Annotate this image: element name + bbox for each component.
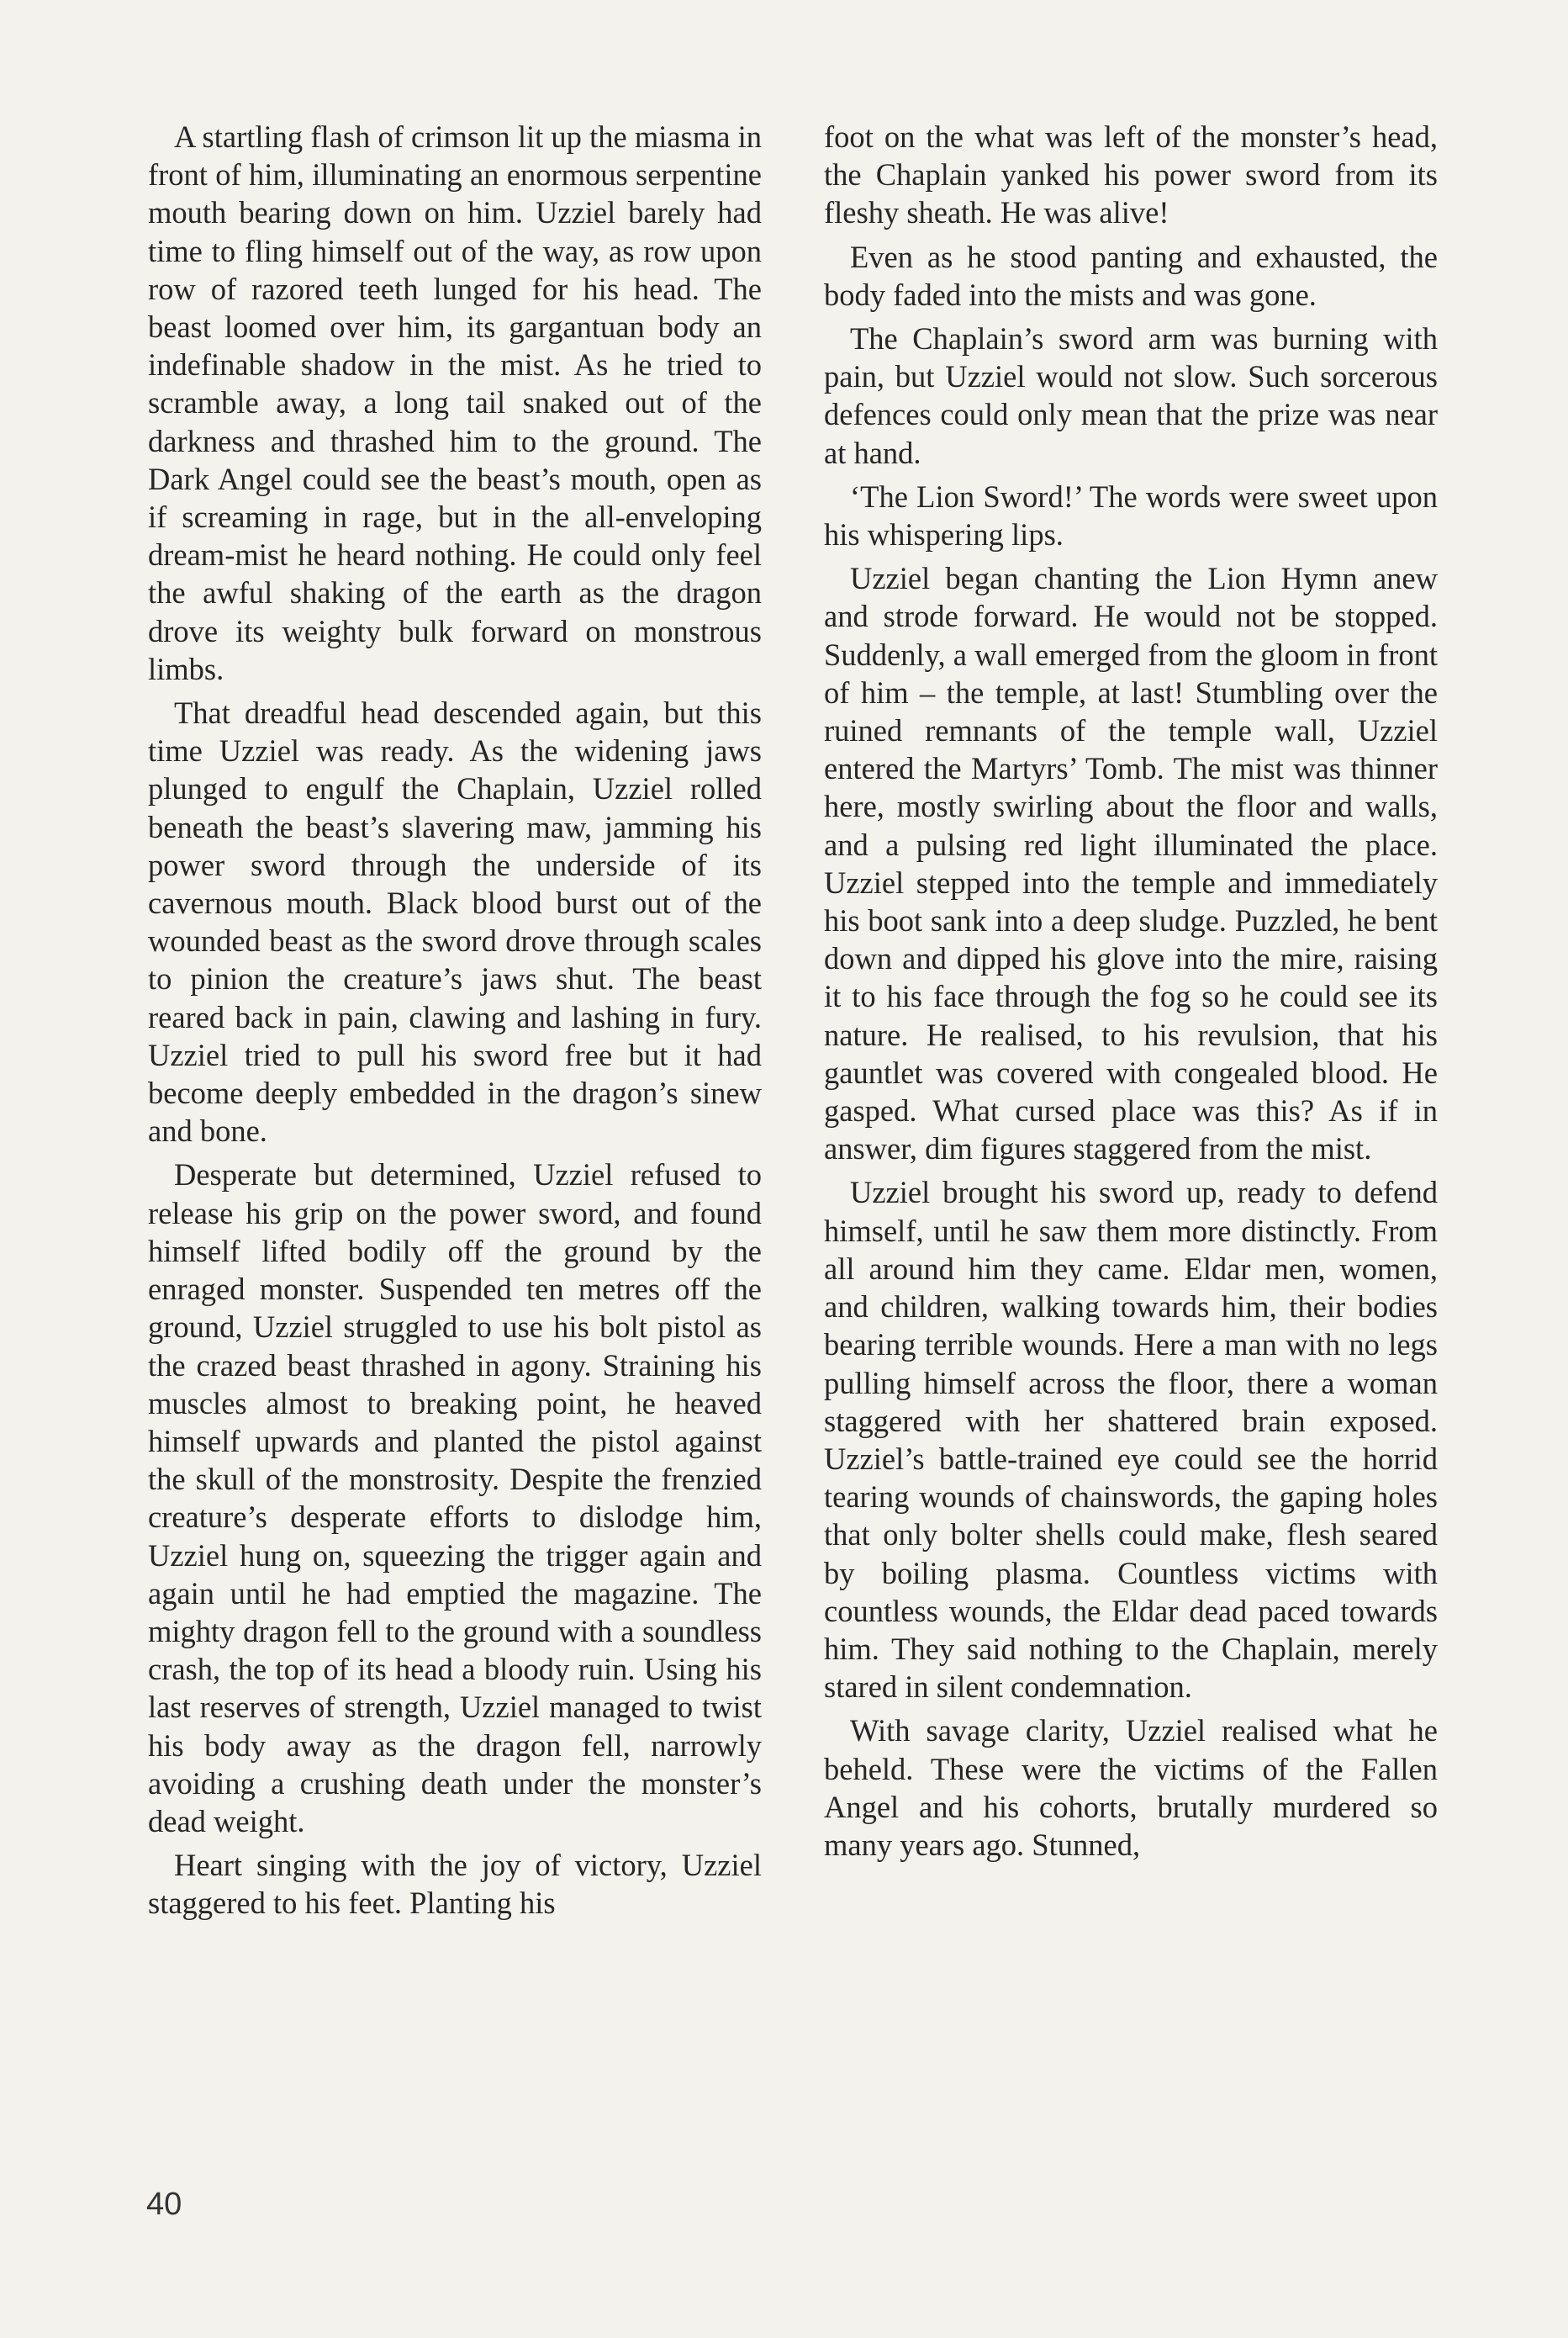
paragraph: Even as he stood panting and exhausted, the body faded into the mists and was gone. — [824, 239, 1438, 312]
paragraph: Desperate but determined, Uzziel refused to release his grip on the power sword, and found himself lifted bodily off the ground by the enraged monster. Suspended ten metres off the ground, Uzziel struggled to use his bolt pistol as the crazed beast thrashed in agony. Straining his muscles almost to breaking point, he heaved himself upwards and planted the pistol against the skull of the monstrosity. Despite the frenzied creature’s desperate efforts to dislodge him, Uzziel hung on, squeezing the trigger again and again until he had emptied the magazine. The mighty dragon fell to the ground with a soundless crash, the top of its head a bloody ruin. Using his last reserves of strength, Uzziel managed to twist his body away as the dragon fell, narrowly avoiding a crushing death under the monster’s dead weight. — [148, 1157, 762, 1838]
paragraph: Heart singing with the joy of victory, Uzziel staggered to his feet. Planting his — [148, 1848, 762, 1921]
paragraph: The Chaplain’s sword arm was burning with pain, but Uzziel would not slow. Such sorcerous defences could only mean that the prize was near at hand. — [824, 321, 1438, 470]
paragraph: With savage clarity, Uzziel realised what he beheld. These were the victims of the Fallen Angel and his cohorts, brutally murdered so many years ago. Stunned, — [824, 1713, 1438, 1862]
paragraph: Uzziel brought his sword up, ready to defend himself, until he saw them more distinctly. From all around him they came. Eldar men, women, and children, walking towards him, their bodies bearing terrible wounds. Here a man with no legs pulling himself across the floor, there a woman staggered with her shattered brain exposed. Uzziel’s battle-trained eye could see the horrid tearing wounds of chainswords, the gaping holes that only bolter shells could make, flesh seared by boiling plasma. Countless victims with countless wounds, the Eldar dead paced towards him. They said nothing to the Chaplain, merely stared in silent condemnation. — [824, 1175, 1438, 1705]
page-number: 40 — [146, 2187, 182, 2222]
left-text-column — [148, 118, 762, 2170]
right-text-column — [824, 118, 1438, 2170]
paragraph: A startling flash of crimson lit up the miasma in front of him, illuminating an enormous serpentine mouth bearing down on him. Uzziel barely had time to fling himself out of the way, as row upon row of razored teeth lunged for his head. The beast loomed over him, its gargantuan body an indefinable shadow in the mist. As he tried to scramble away, a long tail snaked out of the darkness and thrashed him to the ground. The Dark Angel could see the beast’s mouth, open as if screaming in rage, but in the all-enveloping dream-mist he heard nothing. He could only feel the awful shaking of the earth as the dragon drove its weighty bulk forward on monstrous limbs. — [148, 119, 762, 686]
paragraph: ‘The Lion Sword!’ The words were sweet upon his whispering lips. — [824, 479, 1438, 553]
paragraph: That dreadful head descended again, but this time Uzziel was ready. As the widening jaws plunged to engulf the Chaplain, Uzziel rolled beneath the beast’s slavering maw, jamming his power sword through the underside of its cavernous mouth. Black blood burst out of the wounded beast as the sword drove through scales to pinion the creature’s jaws shut. The beast reared back in pain, clawing and lashing in fury. Uzziel tried to pull his sword free but it had become deeply embedded in the dragon’s sinew and bone. — [148, 696, 762, 1149]
paragraph: Uzziel began chanting the Lion Hymn anew and strode forward. He would not be stopped. Suddenly, a wall emerged from the gloom in front of him – the temple, at last! Stumbling over the ruined remnants of the temple wall, Uzziel entered the Martyrs’ Tomb. The mist was thinner here, mostly swirling about the floor and walls, and a pulsing red light illuminated the place. Uzziel stepped into the temple and immediately his boot sank into a deep sludge. Puzzled, he bent down and dipped his glove into the mire, raising it to his face through the fog so he could see its nature. He realised, to his revulsion, that his gauntlet was covered with congealed blood. He gasped. What cursed place was this? As if in answer, dim figures staggered from the mist. — [824, 561, 1438, 1166]
paragraph-continuation: foot on the what was left of the monster’s head, the Chaplain yanked his power sword from its fleshy sheath. He was alive! — [824, 119, 1438, 230]
